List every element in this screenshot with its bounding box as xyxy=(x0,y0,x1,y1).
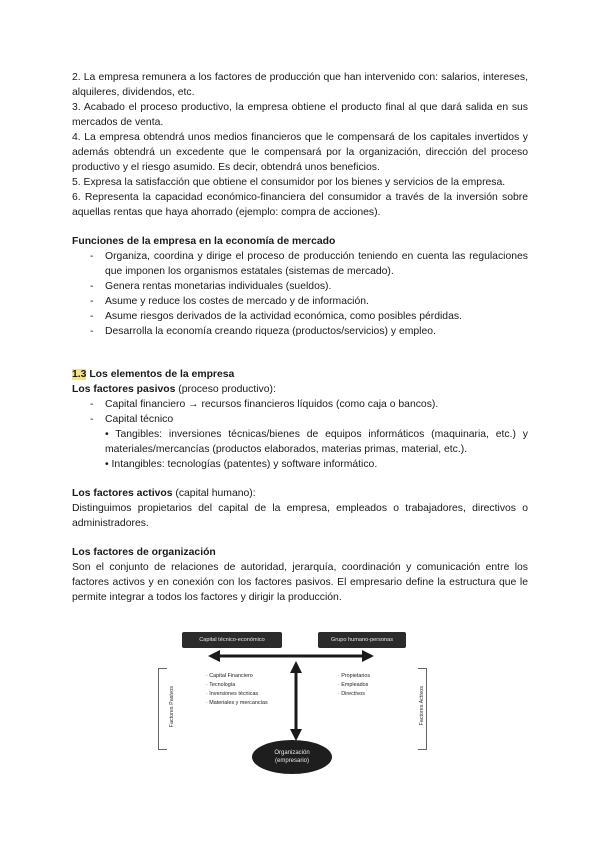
paragraph-6: 6. Representa la capacidad económico-financiera del consumidor a través de la inversión sobre aquellas rentas que haya ahorrado (ejemplo: compra de acciones). xyxy=(72,192,528,218)
list-item: - Asume y reduce los costes de mercado y de información. xyxy=(90,294,528,309)
document-body xyxy=(72,70,528,605)
list-item: · Directivos xyxy=(338,691,365,697)
arrow-left-head xyxy=(208,650,220,662)
factors-diagram xyxy=(150,628,450,778)
intangibles-text: • Intangibles: tecnologías (patentes) y software informático. xyxy=(105,459,378,470)
activos-title: Los factores activos xyxy=(72,488,173,499)
capital-tecnico-box: Capital técnico-económico xyxy=(182,632,282,648)
activos-heading xyxy=(72,486,528,501)
list-item: · Tecnología xyxy=(206,682,236,688)
organizacion-text: Son el conjunto de relaciones de autoridad, jerarquía, coordinación y comunicación entre los factores activos y en conexión con los factores pasivos. El empresario define la estructura que le permite integrar a todos los factores y dirigir la producción. xyxy=(72,562,528,603)
pasivos-title: Los factores pasivos xyxy=(72,384,176,395)
paragraph-3: 3. Acabado el proceso productivo, la empresa obtiene el producto final al que dará salida en sus mercados de venta. xyxy=(72,102,528,128)
organizacion-heading: Los factores de organización xyxy=(72,547,216,558)
factores-pasivos-label: Factores Pasivos xyxy=(169,686,175,728)
arrow-right-head xyxy=(362,650,374,662)
organizacion-oval xyxy=(252,740,332,774)
section-number: 1.3 xyxy=(72,369,87,380)
list-item: · Inversiones técnicas xyxy=(206,691,259,697)
list-item: - Organiza, coordina y dirige el proceso de producción teniendo en cuenta las regulaciones que imponen los organismos estatales (sistemas de mercado). xyxy=(90,249,528,279)
tangibles-text: • Tangibles: inversiones técnicas/bienes de equipos informáticos (maquinaria, etc.) y materiales/mercancías (productos elaborados, materias primas, material, etc.). xyxy=(105,429,528,455)
arrow-up-head xyxy=(290,661,302,673)
paragraph-4: 4. La empresa obtendrá unos medios financieros que le compensará de los capitales invertidos y además obtendrá un excedente que le compensará por la organización, dirección del proceso productivo y el riesgo asumido. Es decir, obtendrá unos beneficios. xyxy=(72,132,528,173)
factores-activos-label: Factores Activos xyxy=(419,686,425,726)
list-item: · Capital Financiero xyxy=(206,673,253,679)
list-item: · Propietarios xyxy=(338,673,371,679)
list-item: - Genera rentas monetarias individuales (sueldos). xyxy=(90,279,528,294)
pasivos-items xyxy=(206,672,268,708)
activos-subtitle: (capital humano): xyxy=(172,488,256,499)
list-item: - Capital financiero → recursos financieros líquidos (como caja o bancos). xyxy=(90,397,528,412)
list-item: - Asume riesgos derivados de la actividad económica, como posibles pérdidas. xyxy=(90,309,528,324)
activos-text: Distinguimos propietarios del capital de la empresa, empleados o trabajadores, directivos o administradores. xyxy=(72,503,528,529)
oval-line-2: (empresario) xyxy=(274,758,309,764)
pasivos-subtitle: (proceso productivo): xyxy=(175,384,276,395)
grupo-humano-box: Grupo humano-personas xyxy=(318,632,406,648)
list-item: - Desarrolla la economía creando riqueza (productos/servicios) y empleo. xyxy=(90,324,528,339)
pasivos-heading xyxy=(72,382,528,397)
left-bracket xyxy=(158,668,167,750)
list-item: - Capital técnico xyxy=(90,412,528,427)
section-heading xyxy=(72,367,528,382)
funciones-heading: Funciones de la empresa en la economía de mercado xyxy=(72,236,336,247)
list-item: · Materiales y mercancías xyxy=(206,700,268,706)
paragraph-2: 2. La empresa remunera a los factores de producción que han intervenido con: salarios, intereses, alquileres, dividendos, etc. xyxy=(72,72,528,98)
oval-line-1: Organización xyxy=(274,750,310,756)
funciones-list xyxy=(72,249,528,339)
pasivos-list xyxy=(72,397,528,427)
list-item: · Empleados xyxy=(338,682,369,688)
paragraph-5: 5. Expresa la satisfacción que obtiene el consumidor por los bienes y servicios de la empresa. xyxy=(72,177,506,188)
section-title: Los elementos de la empresa xyxy=(86,369,235,380)
activos-items xyxy=(338,672,370,699)
